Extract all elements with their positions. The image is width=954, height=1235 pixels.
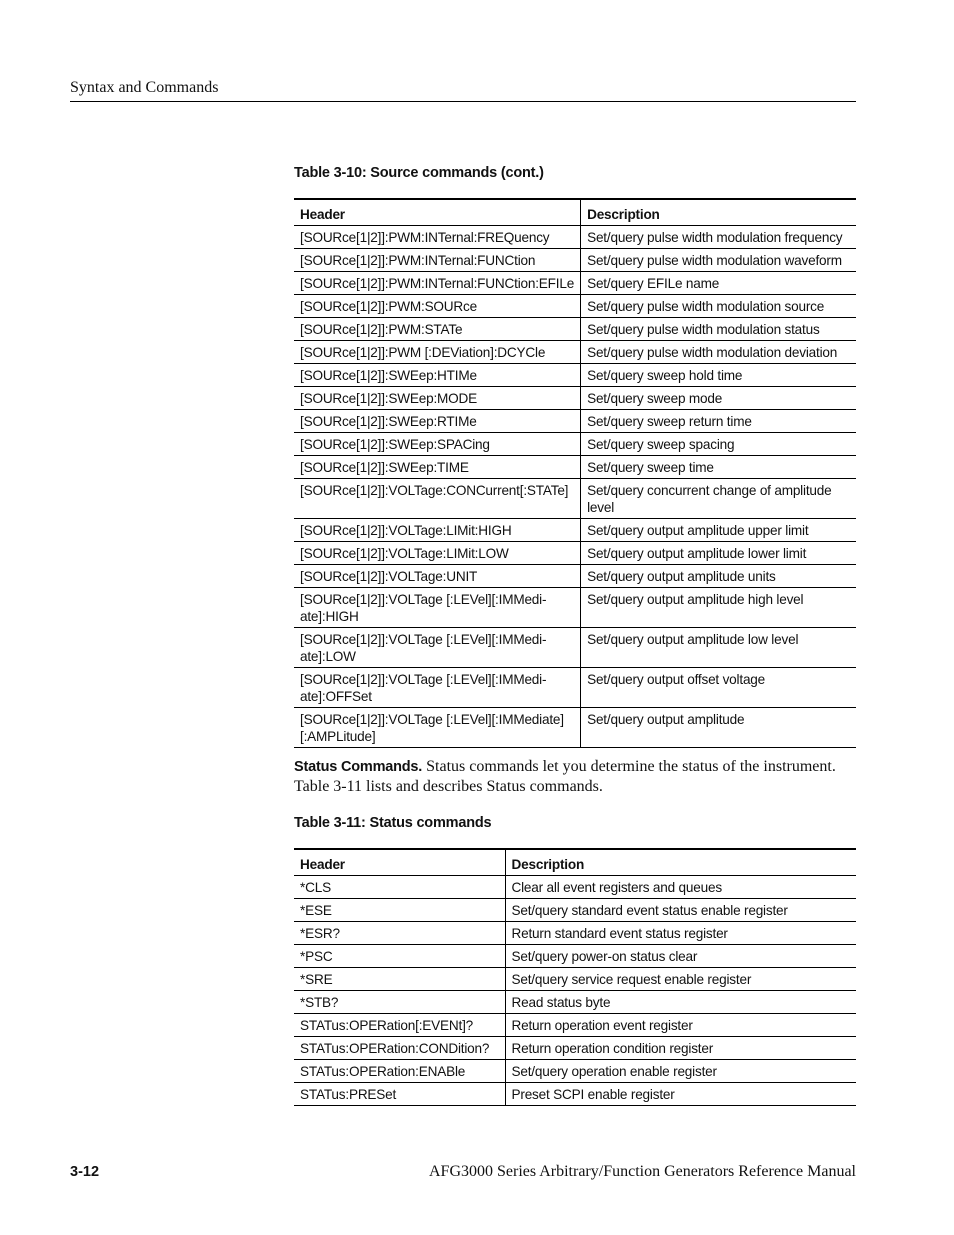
running-header: Syntax and Commands: [70, 79, 219, 96]
command-description-cell: Set/query sweep hold time: [581, 364, 856, 387]
command-header-cell: *CLS: [294, 876, 505, 899]
command-description-cell: Clear all event registers and queues: [505, 876, 856, 899]
command-description-cell: Set/query pulse width modulation source: [581, 295, 856, 318]
command-description-cell: Return standard event status register: [505, 922, 856, 945]
table-row: [294, 226, 856, 249]
status-commands-paragraph: [294, 757, 864, 797]
table-header-row: [294, 199, 856, 226]
command-header-cell: [SOURce[1|2]]:VOLTage [:LEVel][:IMMedi- ate]:OFFSet: [294, 668, 581, 708]
command-description-cell: Return operation condition register: [505, 1037, 856, 1060]
table-row: [294, 588, 856, 628]
table-row: [294, 249, 856, 272]
table-row: [294, 410, 856, 433]
table-row: [294, 899, 856, 922]
command-description-cell: Set/query sweep return time: [581, 410, 856, 433]
command-header-cell: *ESR?: [294, 922, 505, 945]
command-description-cell: Set/query concurrent change of amplitude level: [581, 479, 856, 519]
command-description-cell: Set/query output amplitude upper limit: [581, 519, 856, 542]
header-rule: [70, 101, 856, 102]
command-header-cell: [SOURce[1|2]]:PWM:SOURce: [294, 295, 581, 318]
command-header-cell: [SOURce[1|2]]:SWEep:RTIMe: [294, 410, 581, 433]
command-header-cell: [SOURce[1|2]]:VOLTage [:LEVel][:IMMediate] [:AMPLitude]: [294, 708, 581, 748]
command-description-cell: Set/query pulse width modulation waveform: [581, 249, 856, 272]
table-row: [294, 628, 856, 668]
table-row: [294, 1037, 856, 1060]
command-header-cell: STATus:PRESet: [294, 1083, 505, 1106]
command-description-cell: Return operation event register: [505, 1014, 856, 1037]
command-header-cell: [SOURce[1|2]]:SWEep:HTIMe: [294, 364, 581, 387]
command-description-cell: Set/query pulse width modulation status: [581, 318, 856, 341]
command-header-cell: *STB?: [294, 991, 505, 1014]
command-description-cell: Set/query EFILe name: [581, 272, 856, 295]
page-number: 3-12: [70, 1164, 100, 1180]
column-header: Description: [581, 199, 856, 226]
command-description-cell: Set/query sweep mode: [581, 387, 856, 410]
command-description-cell: Set/query standard event status enable register: [505, 899, 856, 922]
column-header: Header: [294, 199, 581, 226]
table-row: [294, 295, 856, 318]
command-header-cell: *SRE: [294, 968, 505, 991]
table-row: [294, 364, 856, 387]
command-description-cell: Set/query service request enable register: [505, 968, 856, 991]
command-description-cell: Set/query operation enable register: [505, 1060, 856, 1083]
table-row: [294, 479, 856, 519]
command-description-cell: Set/query output amplitude low level: [581, 628, 856, 668]
command-description-cell: Read status byte: [505, 991, 856, 1014]
command-header-cell: [SOURce[1|2]]:VOLTage:LIMit:HIGH: [294, 519, 581, 542]
command-description-cell: Set/query sweep spacing: [581, 433, 856, 456]
command-description-cell: Set/query output amplitude high level: [581, 588, 856, 628]
command-description-cell: Set/query sweep time: [581, 456, 856, 479]
command-description-cell: Set/query pulse width modulation deviation: [581, 341, 856, 364]
table-row: [294, 341, 856, 364]
command-header-cell: [SOURce[1|2]]:PWM:STATe: [294, 318, 581, 341]
table-row: [294, 1014, 856, 1037]
table-row: [294, 968, 856, 991]
command-header-cell: [SOURce[1|2]]:SWEep:MODE: [294, 387, 581, 410]
command-header-cell: [SOURce[1|2]]:VOLTage:CONCurrent[:STATe]: [294, 479, 581, 519]
paragraph-lead: Status Commands.: [294, 759, 423, 775]
command-description-cell: Set/query output amplitude units: [581, 565, 856, 588]
command-header-cell: [SOURce[1|2]]:VOLTage [:LEVel][:IMMedi- ate]:LOW: [294, 628, 581, 668]
table-row: [294, 387, 856, 410]
source-commands-table: [294, 198, 856, 748]
column-header: Header: [294, 849, 505, 876]
table-row: [294, 433, 856, 456]
status-commands-table: [294, 848, 856, 1106]
table-row: [294, 668, 856, 708]
command-header-cell: STATus:OPERation:CONDition?: [294, 1037, 505, 1060]
command-description-cell: Set/query power-on status clear: [505, 945, 856, 968]
command-header-cell: [SOURce[1|2]]:PWM:INTernal:FUNCtion:EFILe: [294, 272, 581, 295]
command-description-cell: Set/query pulse width modulation frequency: [581, 226, 856, 249]
table-row: [294, 519, 856, 542]
table-row: [294, 1060, 856, 1083]
command-header-cell: [SOURce[1|2]]:VOLTage:LIMit:LOW: [294, 542, 581, 565]
table-row: [294, 542, 856, 565]
command-header-cell: [SOURce[1|2]]:SWEep:SPACing: [294, 433, 581, 456]
table-row: [294, 456, 856, 479]
table-row: [294, 922, 856, 945]
table-row: [294, 708, 856, 748]
command-header-cell: STATus:OPERation:ENABle: [294, 1060, 505, 1083]
table-header-row: [294, 849, 856, 876]
manual-title: AFG3000 Series Arbitrary/Function Generators Reference Manual: [429, 1163, 856, 1180]
column-header: Description: [505, 849, 856, 876]
table-row: [294, 945, 856, 968]
table-row: [294, 1083, 856, 1106]
command-header-cell: STATus:OPERation[:EVENt]?: [294, 1014, 505, 1037]
table-row: [294, 272, 856, 295]
command-header-cell: *PSC: [294, 945, 505, 968]
paragraph-text: Status commands let you determine the status of the instrument. Table 3-11 lists and describes Status commands.: [294, 758, 836, 795]
table-row: [294, 991, 856, 1014]
command-description-cell: Set/query output offset voltage: [581, 668, 856, 708]
command-description-cell: Set/query output amplitude: [581, 708, 856, 748]
command-header-cell: [SOURce[1|2]]:PWM:INTernal:FUNCtion: [294, 249, 581, 272]
command-header-cell: *ESE: [294, 899, 505, 922]
table-caption: Table 3-11: Status commands: [294, 815, 492, 831]
table-row: [294, 318, 856, 341]
command-header-cell: [SOURce[1|2]]:SWEep:TIME: [294, 456, 581, 479]
command-description-cell: Set/query output amplitude lower limit: [581, 542, 856, 565]
table-row: [294, 565, 856, 588]
command-description-cell: Preset SCPI enable register: [505, 1083, 856, 1106]
command-header-cell: [SOURce[1|2]]:VOLTage:UNIT: [294, 565, 581, 588]
command-header-cell: [SOURce[1|2]]:VOLTage [:LEVel][:IMMedi- ate]:HIGH: [294, 588, 581, 628]
command-header-cell: [SOURce[1|2]]:PWM:INTernal:FREQuency: [294, 226, 581, 249]
command-header-cell: [SOURce[1|2]]:PWM [:DEViation]:DCYCle: [294, 341, 581, 364]
table-row: [294, 876, 856, 899]
table-caption: Table 3-10: Source commands (cont.): [294, 165, 544, 181]
